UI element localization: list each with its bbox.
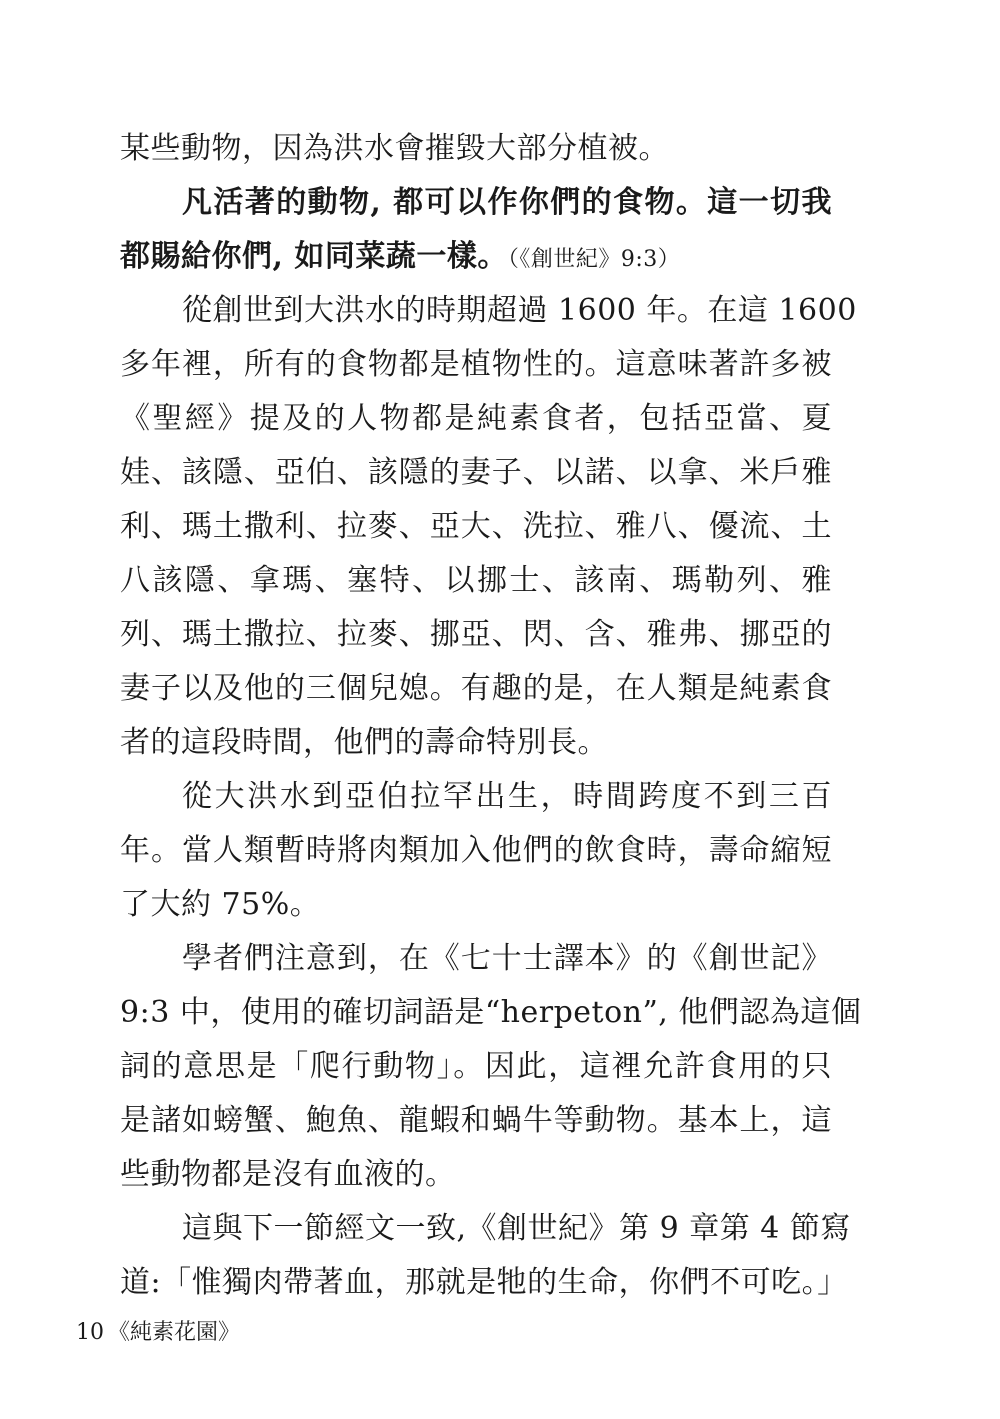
text-line: 某些動物，因為洪水會摧毀大部分植被。 — [120, 131, 669, 166]
text-line: 利、瑪土撒利、拉麥、亞大、洗拉、雅八、優流、土 — [120, 509, 832, 544]
text-line: 9:3 中，使用的確切詞語是“herpeton”, 他們認為這個 — [120, 995, 862, 1030]
text-line: 詞的意思是「爬行動物」。因此，這裡允許食用的只 — [120, 1049, 832, 1084]
text-line: 些動物都是沒有血液的。 — [120, 1157, 456, 1192]
text-line: 從大洪水到亞伯拉罕出生，時間跨度不到三百 — [182, 779, 832, 814]
text-line: 列、瑪土撒拉、拉麥、挪亞、閃、含、雅弗、挪亞的 — [120, 617, 832, 652]
text-line: 年。當人類暫時將肉類加入他們的飲食時，壽命縮短 — [120, 833, 832, 868]
text-line: 娃、該隱、亞伯、該隱的妻子、以諾、以拿、米戶雅 — [120, 455, 832, 490]
text-line: 《聖經》提及的人物都是純素食者，包括亞當、夏 — [120, 401, 832, 436]
text-line: 八該隱、拿瑪、塞特、以挪士、該南、瑪勒列、雅 — [120, 563, 832, 598]
page-number: 10 — [76, 1320, 104, 1345]
bible-quote-text: 都賜給你們, 如同菜蔬一樣。 — [120, 239, 508, 274]
page-footer — [76, 1318, 240, 1348]
text-line: 從創世到大洪水的時期超過 1600 年。在這 1600 — [182, 293, 857, 328]
text-line: 是諸如螃蟹、鮑魚、龍蝦和蝸牛等動物。基本上，這 — [120, 1103, 832, 1138]
text-line: 道:「惟獨肉帶著血，那就是牠的生命，你們不可吃。」 — [120, 1265, 848, 1300]
book-title: 《純素花園》 — [108, 1320, 241, 1345]
text-line: 學者們注意到，在《七十士譯本》的《創世記》 — [182, 941, 832, 976]
bible-quote-line: 凡活著的動物, 都可以作你們的食物。這一切我 — [182, 185, 832, 220]
bible-quote-line-with-citation — [120, 230, 832, 284]
page-body — [120, 122, 862, 1310]
text-line: 者的這段時間，他們的壽命特別長。 — [120, 725, 608, 760]
bible-citation: （《創世紀》9:3） — [507, 247, 681, 272]
text-line: 多年裡，所有的食物都是植物性的。這意味著許多被 — [120, 347, 832, 382]
text-line: 這與下一節經文一致,《創世紀》第 9 章第 4 節寫 — [182, 1211, 851, 1246]
text-line: 了大約 75%。 — [120, 887, 321, 922]
text-line: 妻子以及他的三個兒媳。有趣的是，在人類是純素食 — [120, 671, 832, 706]
